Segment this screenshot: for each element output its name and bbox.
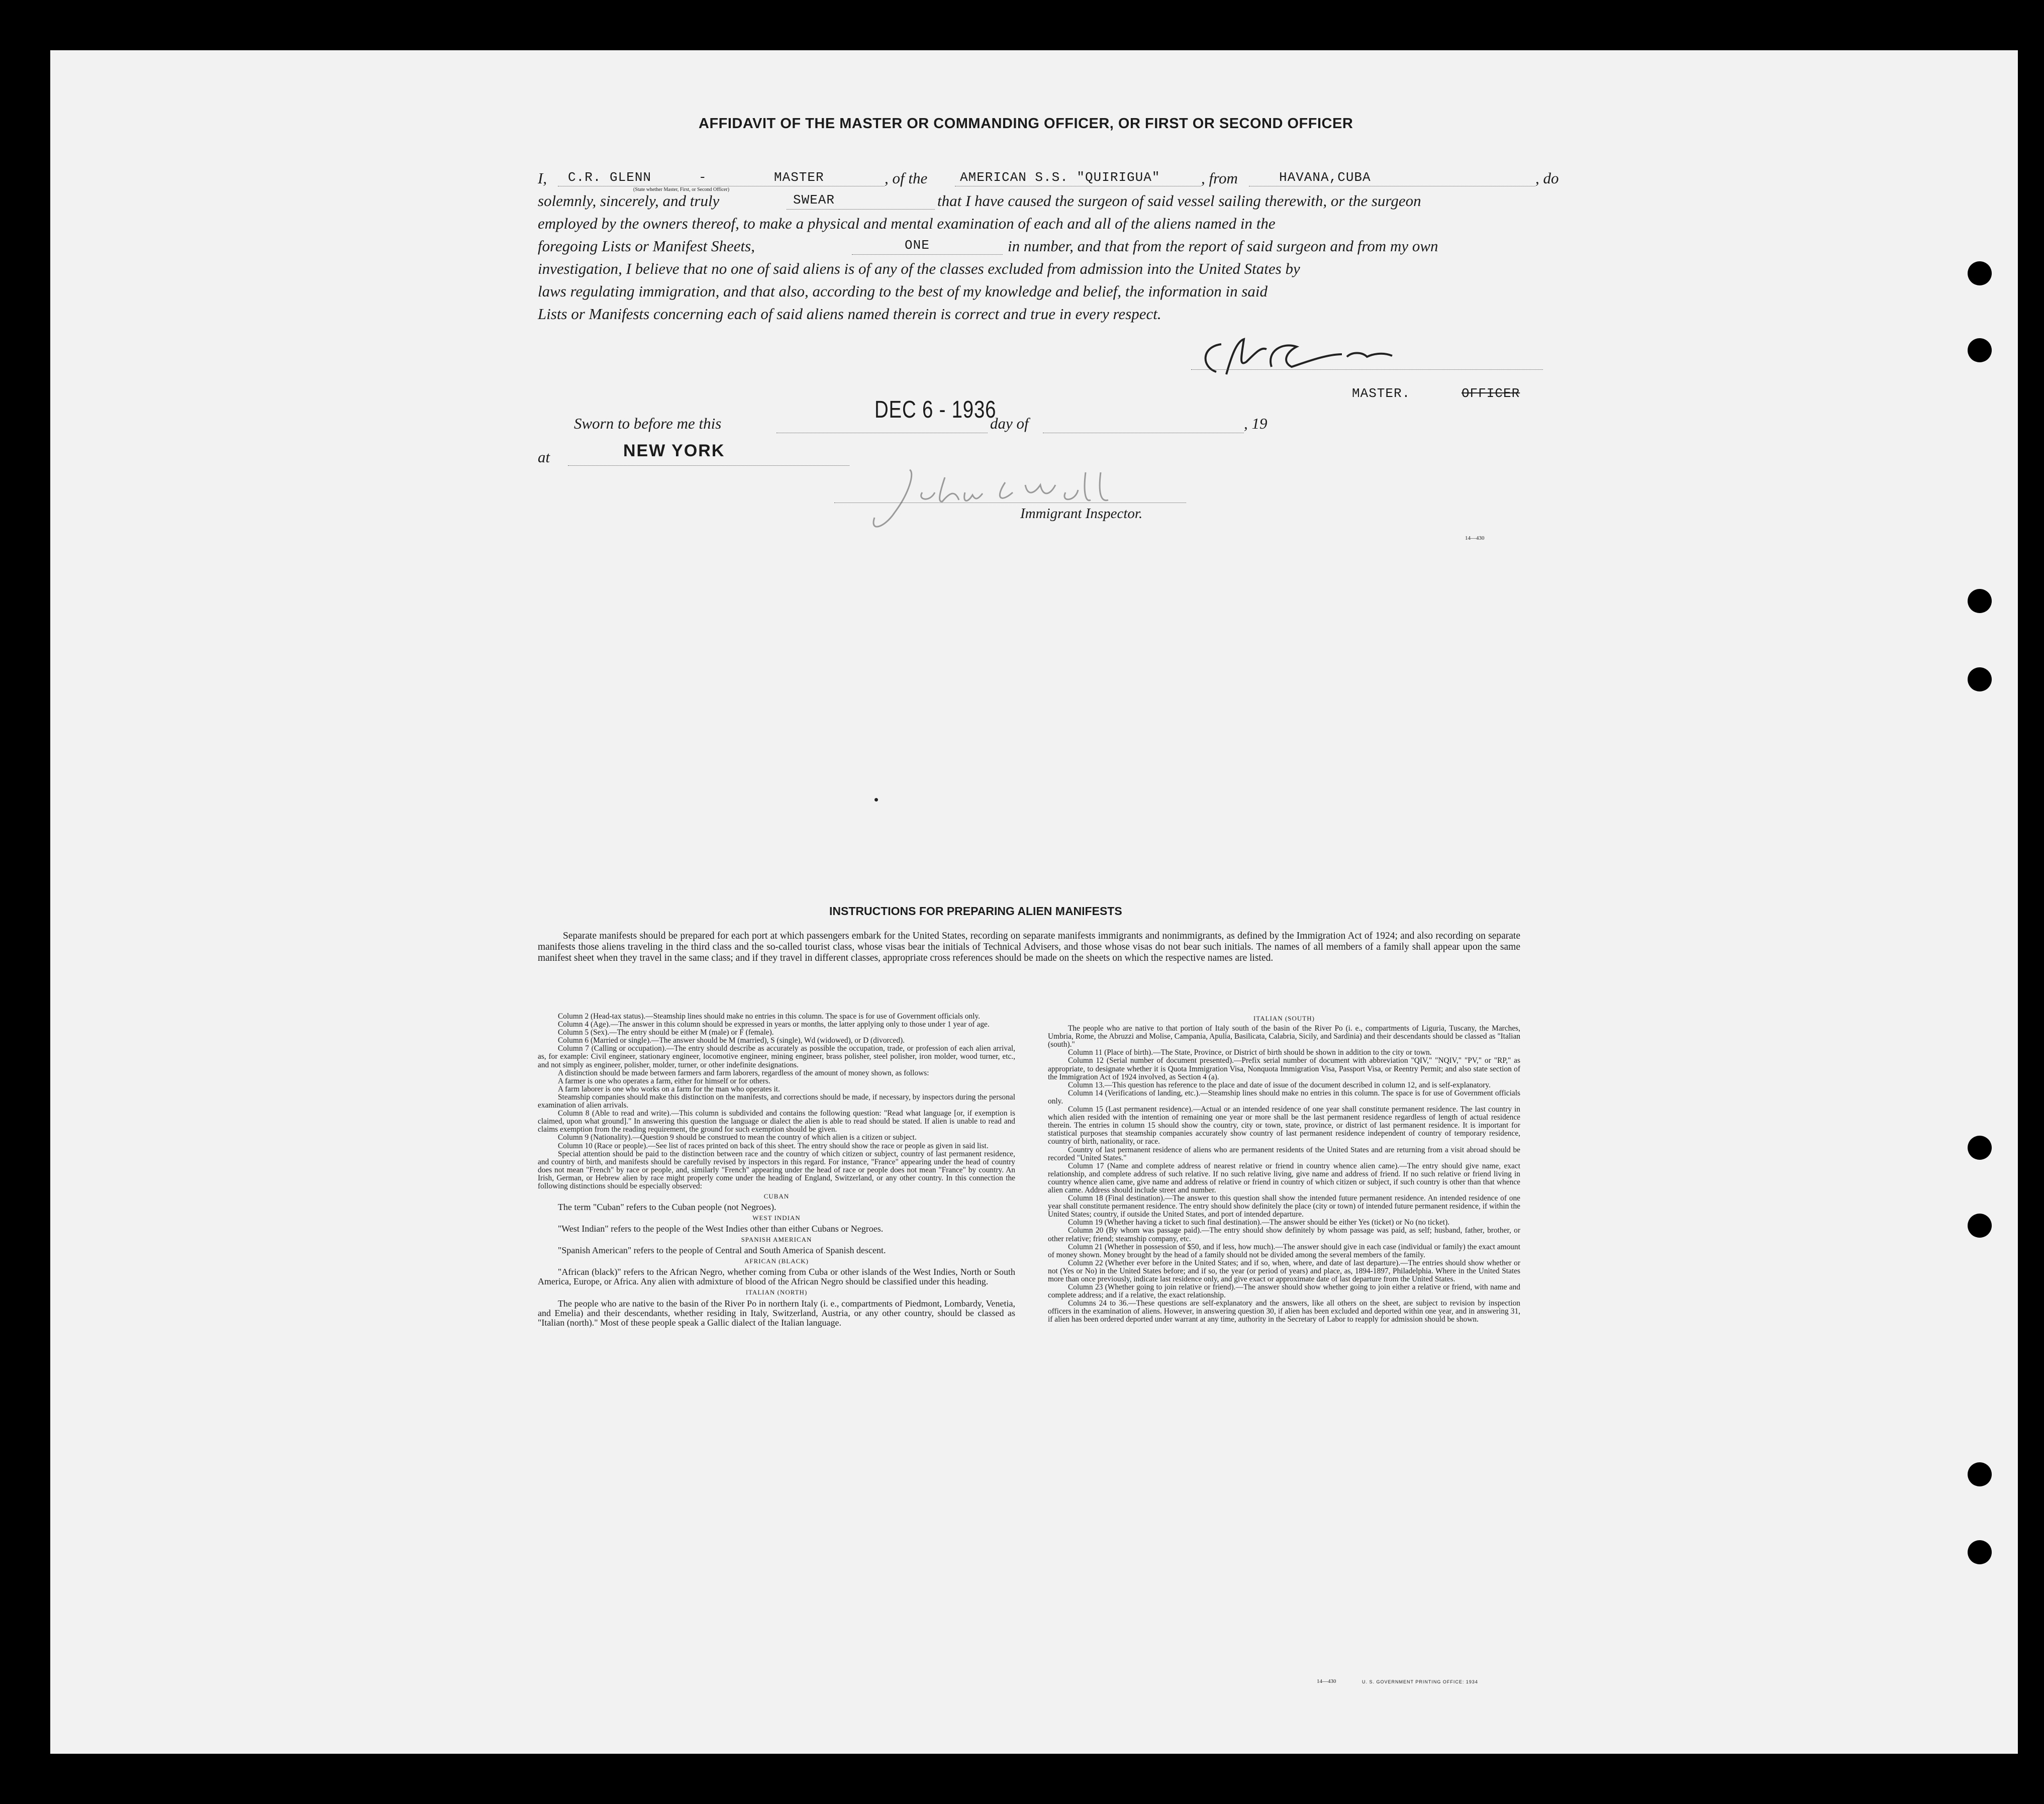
instruction-paragraph: Country of last permanent residence of aliens who are permanent residents of the United States and are returning from a visit abroad should be recorded "United States." — [1048, 1145, 1520, 1162]
instruction-paragraph: Column 5 (Sex).—The entry should be either M (male) or F (female). — [558, 1028, 774, 1037]
instruction-paragraph: Column 18 (Final destination).—The answer to this question shall show the intended future permanent residence. An intended residence of one year shall constitute permanent residence. The entry should show definitely the place (city or town) of intended future permanent residence, if within the United States; country, if outside the United States, and port of intended departure. — [1048, 1194, 1520, 1219]
section-heading-african: AFRICAN (BLACK) — [744, 1257, 809, 1265]
binder-hole — [1968, 1540, 1992, 1564]
oath-line4-start: foregoing Lists or Manifest Sheets, — [538, 237, 755, 255]
african-definition: "African (black)" refers to the African Negro, whether coming from Cuba or other islands of the West Indies, North or South America, Europe, or Africa. Any alien with admixture of blood of the African Negro should be classified under this heading. — [538, 1267, 1015, 1287]
instruction-paragraph: Column 8 (Able to read and write).—This column is subdivided and contains the following question: "Read what language [or, if exemption is claimed, upon what ground]." In answering this question the language or dialect the alien is able to read should be stated. If alien is unable to read and claims exemption from the reading requirement, the ground for such exemption should be given. — [538, 1109, 1015, 1134]
binder-hole — [1968, 1462, 1992, 1486]
sworn-prefix: Sworn to before me this — [574, 415, 722, 432]
oath-from: , from — [1201, 169, 1238, 187]
instruction-paragraph: Column 15 (Last permanent residence).—Actual or an intended residence of one year shall constitute permanent residence. The last country in which alien resided with the intention of remaining one year or more shall be the last permanent residence regardless of length of actual residence therein. The entries in column 15 should show the country, city or town, state, province, or district of last permanent residence. It is important for statistical purposes that steamship companies accurately show country of last permanent residence independent of country of temporary residence, country of birth, nationality, or race. — [1048, 1105, 1520, 1146]
master-signature-line — [1191, 369, 1543, 370]
cuban-definition: The term "Cuban" refers to the Cuban people (not Negroes). — [558, 1202, 776, 1213]
month-fill-line — [1043, 415, 1244, 433]
manifest-page — [50, 50, 2018, 1754]
name-dash: - — [699, 170, 707, 185]
master-name: C.R. GLENN — [568, 170, 652, 185]
signer-title: MASTER. — [1352, 386, 1411, 401]
master-rank: MASTER — [774, 170, 824, 185]
instruction-paragraph: The people who are native to that portion of Italy south of the basin of the River Po (i. e., compartments of Liguria, Tuscany, the Marches, Umbria, Rome, the Abruzzi and Molise, Campania, Apulia, Basilicata, Calabria, Sicily, and Sardinia) and their descendants should be classed as "Italian (south)." — [1048, 1024, 1520, 1049]
instruction-paragraph: Column 7 (Calling or occupation).—The entry should describe as accurately as possible the occupation, trade, or profession of each alien arrival, as, for example: Civil engineer, stationary engineer, locomotive engineer, mining engineer, brass polisher, steel polisher, iron molder, wood turner, etc., and not simply as engineer, polisher, molder, turner, or other indefinite designations. — [538, 1044, 1015, 1069]
instruction-paragraph: Steamship companies should make this distinction on the manifests, and corrections should be made, if necessary, by inspectors during the personal examination of alien arrivals. — [538, 1092, 1015, 1110]
date-stamp: DEC 6 - 1936 — [874, 396, 997, 423]
oath-line6: laws regulating immigration, and that also, according to the best of my knowledge and belief, the information in said — [538, 282, 1268, 300]
instructions-left-column — [538, 1013, 1015, 1328]
instruction-paragraph: Column 21 (Whether in possession of $50, and if less, how much).—The answer should give in each case (individual or family) the exact amount of money shown. Money brought by the head of a family should not be divided among the several members of the family. — [1048, 1242, 1520, 1259]
oath-line3: employed by the owners thereof, to make a physical and mental examination of each and all of the aliens named in the — [538, 215, 1276, 232]
oath-line2-start: solemnly, sincerely, and truly — [538, 192, 720, 210]
instruction-paragraph: Column 9 (Nationality).—Question 9 should be construed to mean the country of which alien is a citizen or subject. — [558, 1133, 917, 1142]
instructions-intro: Separate manifests should be prepared for each port at which passengers embark for the United States, recording on separate manifests immigrants and nonimmigrants, as defined by the Immigration Act of 1924; and also recording on separate manifests those aliens traveling in the third class and the so-called tourist class, whose visas bear the initials of Technical Advisers, and those whose visas do not bear such initials. The names of all members of a family shall appear upon the same manifest sheet when they travel in the same class; and if they travel in different classes, appropriate cross references should be made on the sheets on which the respective names are listed. — [538, 931, 1520, 963]
place-stamp: NEW YORK — [623, 441, 725, 460]
vessel-name: AMERICAN S.S. "QUIRIGUA" — [960, 170, 1160, 185]
instruction-paragraph: Column 20 (By whom was passage paid).—The entry should show definitely by whom passage was paid, as self; husband, father, brother, or other relative; friend; steamship company, etc. — [1048, 1226, 1520, 1243]
oath-i: I, — [538, 169, 547, 187]
binder-hole — [1968, 261, 1992, 285]
section-heading-west-indian: WEST INDIAN — [752, 1214, 801, 1222]
instruction-paragraph: Column 10 (Race or people).—See list of races printed on back of this sheet. The entry should show the race or people as given in said list. — [558, 1141, 989, 1150]
instruction-paragraph: Special attention should be paid to the distinction between race and the country of which citizen or subject, country of last permanent residence, and country of birth, and manifests should be carefully revised by inspectors in this regard. For instance, "France" appearing under the head of country does not mean "French" by race or people, and, similarly "French" appearing under the head of race or people does not mean "France" by country. An Irish, German, or Hebrew alien by race might properly come under the heading of England, Switzerland, or any other country. In this connection the following distinctions should be especially observed: — [538, 1149, 1015, 1190]
instruction-paragraph: Column 13.—This question has reference to the place and date of issue of the document described in column 12, and is self-explanatory. — [1068, 1080, 1491, 1089]
master-signature — [1196, 332, 1427, 387]
instruction-paragraph: A farmer is one who operates a farm, either for himself or for others. — [558, 1076, 770, 1085]
instruction-paragraph: Column 11 (Place of birth).—The State, Province, or District of birth should be shown in addition to the city or town. — [1068, 1048, 1432, 1057]
instruction-paragraph: Columns 24 to 36.—These questions are self-explanatory and the answers, like all others on the sheet, are subject to revision by inspection officers in the examination of aliens. However, in answering question 30, if alien has been excluded and deported within one year, and in answering 31, if alien has been ordered deported under warrant at any time, authority in the Secretary of Labor to reapply for admission should be shown. — [1048, 1299, 1520, 1324]
binder-hole — [1968, 1214, 1992, 1238]
instructions-right-column — [1048, 1013, 1520, 1324]
instruction-paragraph: Column 12 (Serial number of document presented).—Prefix serial number of document with abbreviation "QIV," "NQIV," "PV," or "RP," as appropriate, to designate whether it is Quota Immigration Visa, Nonquota Immigration Visa, Passport Visa, or Reentry Permit; and also state section of the Immigration Act of 1924 involved, as Section 4 (a). — [1048, 1056, 1520, 1081]
rank-note: (State whether Master, First, or Second Officer) — [633, 187, 730, 192]
footer-form-number: 14—430 — [1317, 1678, 1336, 1684]
section-heading-italian-south: ITALIAN (SOUTH) — [1253, 1015, 1315, 1022]
spanish-american-definition: "Spanish American" refers to the people of Central and South America of Spanish descent. — [558, 1245, 886, 1256]
affidavit-title: AFFIDAVIT OF THE MASTER OR COMMANDING OFFICER, OR FIRST OR SECOND OFFICER — [699, 116, 1353, 132]
oath-line4-end: in number, and that from the report of said surgeon and from my own — [1008, 237, 1438, 255]
italian-north-definition: The people who are native to the basin of the River Po in northern Italy (i. e., compartments of Piedmont, Lombardy, Venetia, and Emelia) and their descendants, whether residing in Italy, Switzerland, Austria, or any other country, should be classed as "Italian (north)." Most of these people speak a Gallic dialect of the Italian language. — [538, 1298, 1015, 1328]
west-indian-definition: "West Indian" refers to the people of the West Indies other than either Cubans or Negroes. — [558, 1224, 884, 1234]
instruction-paragraph: Column 23 (Whether going to join relative or friend).—The answer should show whether going to join either a relative or friend, with name and complete address; and if a relative, the exact relationship. — [1048, 1283, 1520, 1300]
instructions-title: INSTRUCTIONS FOR PREPARING ALIEN MANIFESTS — [829, 905, 1122, 918]
instruction-paragraph: Column 4 (Age).—The answer in this column should be expressed in years or months, the latter applying only to those under 1 year of age. — [558, 1020, 990, 1029]
binder-hole — [1968, 589, 1992, 613]
footer-printer: U. S. GOVERNMENT PRINTING OFFICE: 1934 — [1362, 1679, 1478, 1684]
affidavit-form-number: 14—430 — [1465, 535, 1485, 541]
instruction-paragraph: Column 6 (Married or single).—The answer should be M (married), S (single), Wd (widowed), or D (divorced). — [558, 1036, 905, 1045]
at-label: at — [538, 448, 550, 466]
year-prefix: , 19 — [1244, 415, 1268, 432]
oath-line7: Lists or Manifests concerning each of said aliens named therein is correct and true in every respect. — [538, 305, 1161, 323]
instruction-paragraph: Column 14 (Verifications of landing, etc.).—Steamship lines should make no entries in this column. The space is for use of Government officials only. — [1048, 1088, 1520, 1106]
instruction-paragraph: Column 19 (Whether having a ticket to such final destination).—The answer should be either Yes (ticket) or No (no ticket). — [1068, 1218, 1450, 1227]
ink-dot — [874, 798, 878, 801]
oath-line5: investigation, I believe that no one of said aliens is of any of the classes excluded from admission into the United States by — [538, 260, 1300, 277]
instruction-paragraph: Column 2 (Head-tax status).—Steamship lines should make no entries in this column. The space is for use of Government officials only. — [558, 1012, 981, 1021]
binder-hole — [1968, 338, 1992, 362]
departure-port: HAVANA,CUBA — [1279, 170, 1371, 185]
section-heading-cuban: CUBAN — [763, 1192, 790, 1200]
section-heading-spanish-american: SPANISH AMERICAN — [741, 1236, 812, 1244]
binder-hole — [1968, 1136, 1992, 1160]
instruction-paragraph: Column 22 (Whether ever before in the United States; and if so, when, where, and date of last departure).—The entries should show whether or not (Yes or No) in the United States before; and if so, the year (or period of years) and place, as, 1894-1897, Philadelphia. Where in the United States more than once previously, indicate last residence only, and give exact or approximate date of last departure from the United States. — [1048, 1258, 1520, 1283]
oath-of-the: , of the — [885, 169, 928, 187]
instruction-paragraph: A distinction should be made between farmers and farm laborers, regardless of the amount of money shown, as follows: — [558, 1068, 929, 1077]
oath-line2-end: that I have caused the surgeon of said vessel sailing therewith, or the surgeon — [937, 192, 1421, 210]
oath-do: , do — [1535, 169, 1559, 187]
sheet-count: ONE — [905, 238, 930, 253]
day-of: day of — [990, 415, 1029, 432]
section-heading-italian-north: ITALIAN (NORTH) — [745, 1288, 808, 1296]
binder-hole — [1968, 667, 1992, 691]
signer-title-struck: OFFICER — [1462, 386, 1520, 401]
oath-word: SWEAR — [793, 192, 835, 208]
instruction-paragraph: Column 17 (Name and complete address of nearest relative or friend in country whence alien came).—The entry should give name, exact relationship, and complete address of such relative. If no such relative living, give name and address of friend. If no such relative or friend living in country whence alien came, give name and address of relative or friend in country of which citizen or subject, if such country is other than that whence alien came. Address should include street and number. — [1048, 1161, 1520, 1194]
instruction-paragraph: A farm laborer is one who works on a farm for the man who operates it. — [558, 1084, 780, 1093]
inspector-title: Immigrant Inspector. — [1020, 506, 1143, 522]
